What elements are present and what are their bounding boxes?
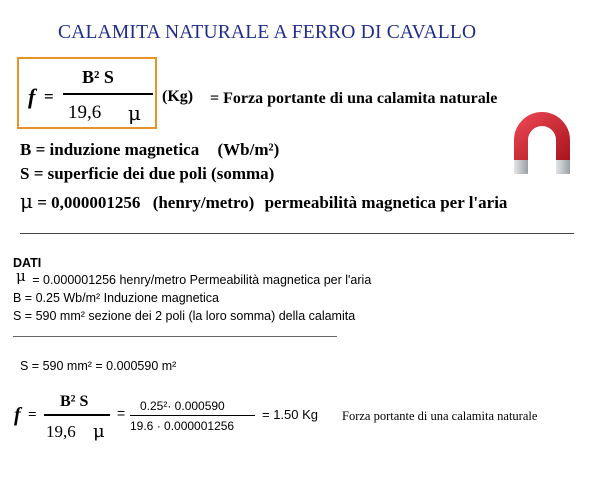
formula-description: = Forza portante di una calamita naturale [210, 90, 498, 107]
definition-mu [20, 189, 507, 213]
calc-equals-2: = [117, 405, 126, 421]
calc-denominator-number: 19,6 [46, 422, 76, 441]
calc-denominator-mu: μ [93, 421, 105, 442]
definition-mu-unit: (henry/metro) [152, 193, 255, 212]
definition-b-symbol: B [20, 140, 32, 159]
calc-numerator: B² S [60, 393, 89, 410]
formula-denominator-number: 19,6 [68, 102, 102, 123]
calc-num-value: 0.25²· 0.000590 [140, 399, 225, 413]
calc-description: Forza portante di una calamita naturale [342, 409, 538, 423]
horseshoe-magnet-icon [508, 110, 576, 176]
dati-underline [13, 336, 337, 337]
definition-mu-extra: permeabilità magnetica per l'aria [264, 193, 508, 212]
dati-mu-text: = 0.000001256 henry/metro Permeabilità magnetica per l'aria [32, 273, 372, 287]
dati-line-s: S = 590 mm² sezione dei 2 poli (la loro somma) della calamita [13, 309, 356, 323]
definition-s-symbol: S [20, 164, 30, 183]
definition-mu-symbol: μ [20, 189, 33, 213]
calc-result: = 1.50 Kg [262, 407, 319, 422]
calc-value-fraction-line [130, 415, 255, 416]
separator-line [20, 233, 574, 234]
definition-s [20, 164, 274, 184]
calc-den-value: 19.6 · 0.000001256 [130, 419, 235, 433]
formula-equals: = [44, 87, 54, 106]
formula-f: f [28, 84, 36, 109]
definition-b-text: = induzione magnetica [35, 140, 200, 159]
formula-numerator: B² S [82, 67, 114, 87]
calc-equals: = [28, 407, 37, 423]
dati-mu-symbol: μ [16, 267, 26, 285]
conversion-line: S = 590 mm² = 0.000590 m² [20, 359, 177, 373]
calc-fraction-line [44, 414, 110, 416]
formula-denominator-mu: μ [128, 101, 141, 125]
definition-s-text: = superficie dei due poli (somma) [33, 164, 275, 183]
formula-unit: (Kg) [162, 88, 194, 105]
definition-b [20, 140, 279, 160]
dati-line-mu [16, 267, 371, 287]
dati-line-b: B = 0.25 Wb/m² Induzione magnetica [13, 291, 220, 305]
page-title: CALAMITA NATURALE A FERRO DI CAVALLO [58, 22, 477, 43]
definition-mu-text: = 0,000001256 [37, 193, 141, 212]
dati-heading: DATI [13, 256, 42, 270]
formula-fraction-line [63, 93, 153, 95]
definition-b-unit: (Wb/m²) [217, 140, 280, 159]
calc-f: f [14, 404, 21, 426]
